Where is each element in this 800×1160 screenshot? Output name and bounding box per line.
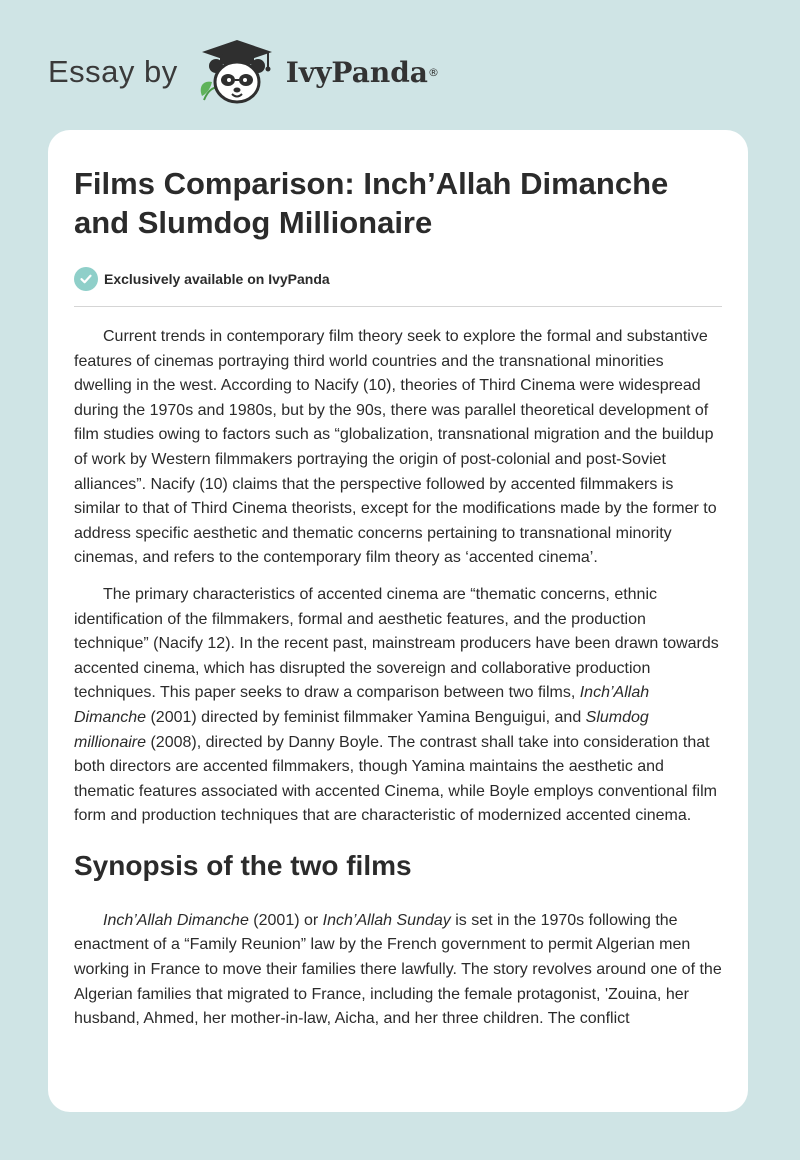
film-title: Inch’Allah Dimanche <box>103 911 249 929</box>
paragraph-text: (2001) directed by feminist filmmaker Yamina Benguigui, and <box>146 708 586 726</box>
paragraph-text: is set in the 1970s following the enactment of a “Family Reunion” law by the French government to permit Algerian men working in France to move their families there lawfully. The story revolves around one of the Algerian families that migrated to France, including the female protagonist, 'Zouina, her husband, Ahmed, her mother-in-law, Aicha, and her three children. The conflict <box>74 911 722 1028</box>
paragraph-text: (2008), directed by Danny Boyle. The contrast shall take into consideration that both directors are accented filmmakers, though Yamina maintains the aesthetic and thematic features associated with accented Cinema, while Boyle employs conventional film form and production techniques that are characteristic of modernized accented cinema. <box>74 733 717 825</box>
exclusive-badge <box>74 266 722 292</box>
paragraph-intro: Current trends in contemporary film theory seek to explore the formal and substantive features of cinemas portraying third world countries and the transnational minorities dwelling in the west. According to Nacify (10), theories of Third Cinema were widespread during the 1970s and 1980s, but by the 90s, there was parallel theoretical development of film studies owing to factors such as “globalization, transnational migration and the buildup of work by Western filmmakers portraying the origin of post-colonial and post-Soviet alliances”. Nacify (10) claims that the perspective followed by accented filmmakers is similar to that of Third Cinema theorists, except for the modifications made by the former to address specific aesthetic and thematic concerns pertaining to transnational minority cinemas, and refers to the contemporary film theory as ‘accented cinema’. <box>74 328 717 567</box>
paragraph-text: The primary characteristics of accented cinema are “thematic concerns, ethnic identification of the filmmakers, formal and aesthetic features, and the production technique” (Nacify 12). In the recent past, mainstream producers have been drawn towards accented cinema, which has disrupted the sovereign and collaborative production techniques. This paper seeks to draw a comparison between two films, <box>74 585 719 702</box>
paragraph-text: (2001) or <box>248 911 323 929</box>
panda-graduation-cap-icon <box>194 36 280 108</box>
site-logo[interactable] <box>48 36 439 108</box>
badge-label: Exclusively available on IvyPanda <box>104 271 330 287</box>
film-title: Inch’Allah Dimanche <box>74 684 650 726</box>
paragraph-characteristics <box>74 583 722 829</box>
check-circle-icon <box>74 267 98 291</box>
article-card <box>48 130 748 1112</box>
article-title: Films Comparison: Inch’Allah Dimanche and Slumdog Millionaire <box>74 166 669 240</box>
paragraph-synopsis <box>74 909 722 1032</box>
film-title: Inch’Allah Sunday <box>322 911 451 929</box>
divider <box>74 306 722 307</box>
registered-mark: ® <box>427 65 439 79</box>
section-heading: Synopsis of the two films <box>74 849 412 881</box>
logo-brand: IvyPanda <box>285 55 428 89</box>
film-title: Slumdog millionaire <box>74 708 649 751</box>
logo-prefix: Essay by <box>48 54 178 89</box>
